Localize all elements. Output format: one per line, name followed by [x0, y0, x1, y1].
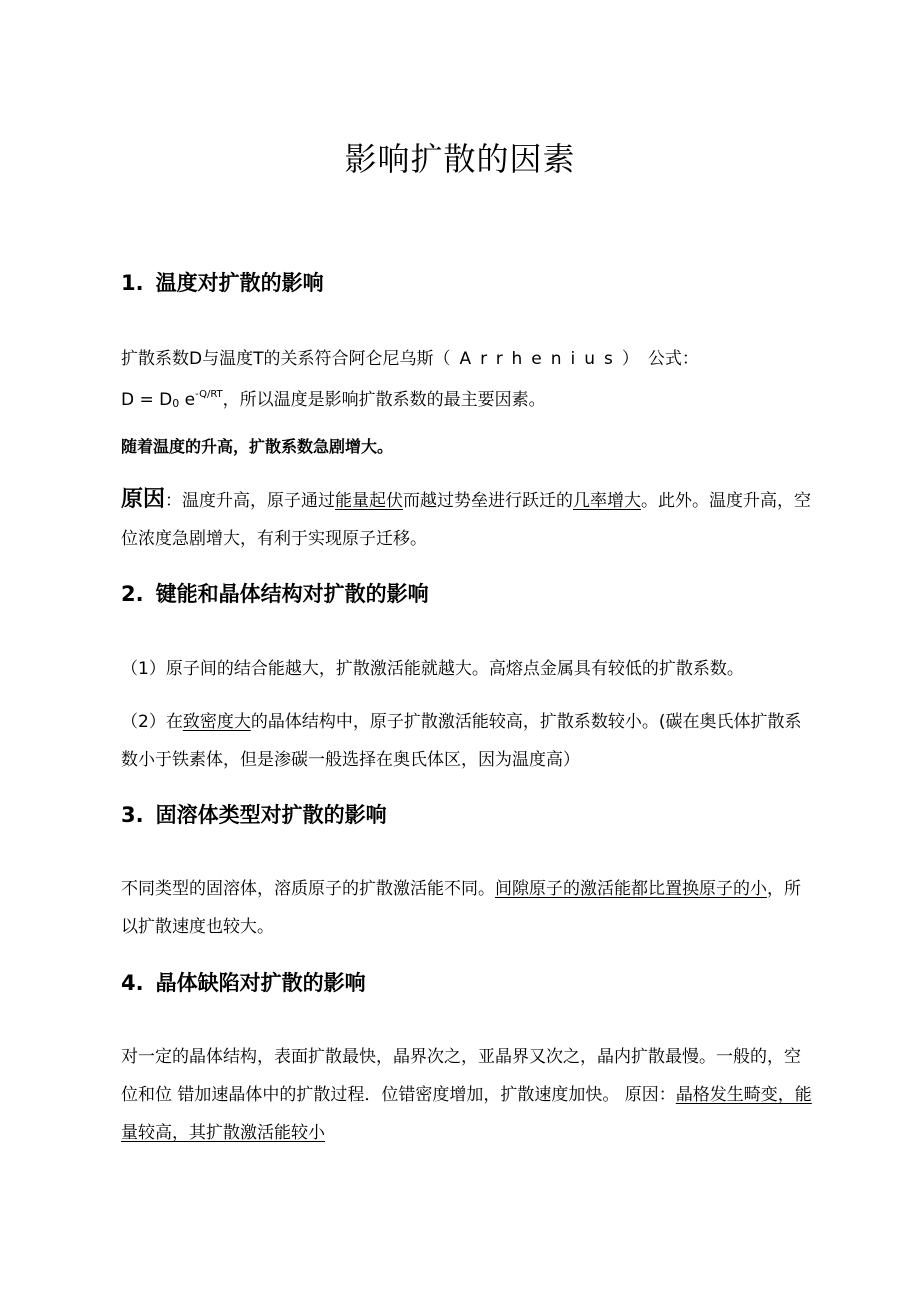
arrhenius-intro: [121, 340, 813, 378]
arrhenius-formula-label: 公式：: [647, 349, 699, 369]
crystal-defect-underline: 晶格发生畸变，能量较高，其扩散激活能较小: [121, 1085, 812, 1143]
section-1-number: 1.: [121, 271, 144, 295]
solid-solution-text: 不同类型的固溶体，溶质原子的扩散激活能不同。: [121, 879, 495, 899]
reason-text: ：温度升高，原子通过: [165, 491, 336, 511]
arrhenius-name: （Arrhenius）: [433, 349, 648, 369]
section-2-title: 键能和晶体结构对扩散的影响: [155, 582, 429, 606]
item-2-text: 的晶体结构中，原子扩散激活能较高，扩散系数较小。(碳在奥氏体扩散系数小于铁素体，但是渗碳一般选择在奥氏体区，因为温度高）: [121, 712, 802, 770]
reason-text: 。此外。温度升高，空位浓度急剧增大，有利于实现原子迁移。: [121, 491, 812, 549]
reason-underline-energy: 能量起伏: [335, 491, 404, 511]
section-4-title: 晶体缺陷对扩散的影响: [155, 971, 366, 995]
section-2-heading: [121, 579, 429, 609]
section-4-heading: [121, 968, 366, 998]
section-1-heading: [121, 268, 324, 298]
section-2-number: 2.: [121, 582, 144, 606]
reason-text: 而越过势垒进行跃迁的: [403, 491, 574, 511]
temperature-bold-statement: 随着温度的升高，扩散系数急剧增大。: [121, 437, 394, 456]
temperature-reason: [121, 481, 813, 558]
solid-solution-paragraph: [121, 870, 813, 946]
formula-e: e: [179, 390, 196, 410]
page-title: 影响扩散的因素: [344, 140, 576, 178]
section-4-number: 4.: [121, 971, 144, 995]
section-3-number: 3.: [121, 803, 144, 827]
section-3-title: 固溶体类型对扩散的影响: [155, 803, 387, 827]
crystal-defect-text: 对一定的晶体结构，表面扩散最快，晶界次之，亚晶界又次之，晶内扩散最慢。一般的，空位和位 错加速晶体中的扩散过程．位错密度增加，扩散速度加快。 原因：: [121, 1047, 801, 1105]
arrhenius-text: 扩散系数D与温度T的关系符合阿仑尼乌斯: [121, 349, 434, 369]
section-1-title: 温度对扩散的影响: [155, 271, 324, 295]
bond-energy-item-1: （1）原子间的结合能越大，扩散激活能就越大。高熔点金属具有较低的扩散系数。: [121, 659, 744, 679]
arrhenius-formula: [121, 376, 813, 423]
solid-solution-underline: 间隙原子的激活能都比置换原子的小: [495, 879, 767, 899]
bond-energy-item-2: [121, 703, 813, 779]
formula-d: D = D: [121, 390, 173, 410]
formula-exponent: -Q/RT: [195, 389, 223, 400]
item-2-text: （2）在: [121, 712, 183, 732]
item-2-underline-density: 致密度大: [182, 712, 251, 732]
reason-underline-probability: 几率增大: [573, 491, 642, 511]
formula-subscript: 0: [172, 397, 180, 410]
formula-conclusion: ，所以温度是影响扩散系数的最主要因素。: [222, 390, 546, 410]
crystal-defect-paragraph: [121, 1038, 813, 1152]
solid-solution-text: ，所以扩散速度也较大。: [121, 879, 801, 937]
section-3-heading: [121, 800, 387, 830]
reason-label: 原因: [121, 487, 166, 512]
